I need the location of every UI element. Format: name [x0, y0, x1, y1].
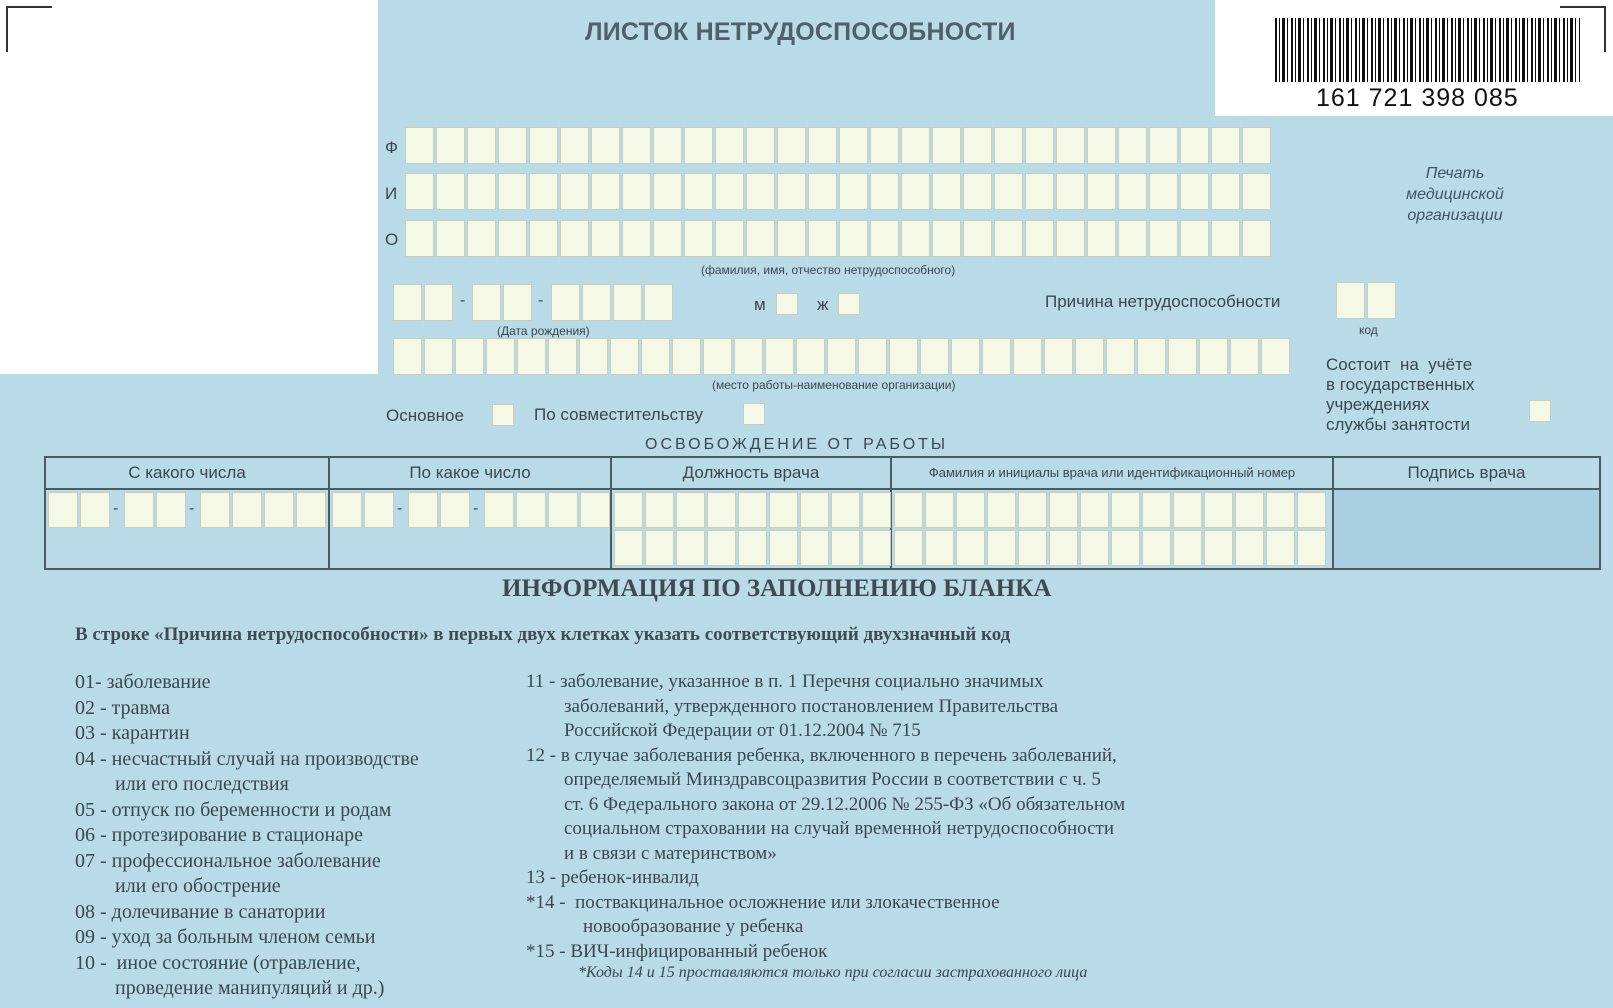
input-cell[interactable]: [703, 338, 732, 375]
input-cell[interactable]: [1211, 173, 1240, 210]
input-cell[interactable]: [1367, 282, 1396, 319]
code-caption: код: [1359, 323, 1378, 337]
input-cell[interactable]: [80, 492, 110, 528]
input-cell[interactable]: [1149, 173, 1178, 210]
input-cell[interactable]: [548, 338, 577, 375]
input-cell[interactable]: [591, 127, 620, 164]
input-cell[interactable]: [839, 220, 868, 257]
input-cell[interactable]: [48, 492, 78, 528]
input-cell[interactable]: [1080, 492, 1109, 528]
input-cell[interactable]: [870, 220, 899, 257]
release-header-signature: [1333, 457, 1600, 489]
input-cell[interactable]: [436, 173, 465, 210]
input-cell[interactable]: [1242, 173, 1271, 210]
input-cell[interactable]: [684, 127, 713, 164]
input-cell[interactable]: [839, 173, 868, 210]
input-cell[interactable]: [1025, 127, 1054, 164]
input-cell[interactable]: [1266, 530, 1295, 566]
input-cell[interactable]: [1018, 492, 1047, 528]
stamp-line: Печать: [1425, 165, 1485, 182]
birth-year-cells[interactable]: [551, 284, 675, 321]
release-signature-cell[interactable]: [1333, 489, 1600, 569]
input-cell[interactable]: [467, 173, 496, 210]
input-cell[interactable]: [889, 338, 918, 375]
birth-caption: (Дата рождения): [497, 324, 590, 338]
release-table: [44, 456, 1601, 570]
release-header-doctor: [891, 457, 1333, 489]
input-cell[interactable]: [467, 220, 496, 257]
input-cell[interactable]: [994, 127, 1023, 164]
input-cell[interactable]: [591, 173, 620, 210]
input-cell[interactable]: [963, 127, 992, 164]
input-cell[interactable]: [644, 284, 673, 321]
input-cell[interactable]: [405, 127, 434, 164]
release-position-cell[interactable]: [611, 489, 891, 569]
input-cell[interactable]: [1230, 338, 1259, 375]
workplace-caption: (место работы-наименование организации): [712, 378, 956, 392]
input-cell[interactable]: [424, 284, 453, 321]
list-item: 10 - иное состояние (отравление,: [75, 951, 361, 974]
input-cell[interactable]: [498, 220, 527, 257]
input-cell[interactable]: [1044, 338, 1073, 375]
input-cell[interactable]: [925, 530, 954, 566]
input-cell[interactable]: [862, 492, 891, 528]
input-cell[interactable]: [796, 338, 825, 375]
corner-mark-top-left: [6, 6, 52, 52]
input-cell[interactable]: [1087, 173, 1116, 210]
input-cell[interactable]: [645, 530, 674, 566]
input-cell[interactable]: [746, 220, 775, 257]
input-cell[interactable]: [1266, 492, 1295, 528]
input-cell[interactable]: [1025, 220, 1054, 257]
input-cell[interactable]: [498, 127, 527, 164]
release-title: ОСВОБОЖДЕНИЕ ОТ РАБОТЫ: [645, 436, 949, 453]
list-item: 03 - карантин: [75, 722, 190, 744]
input-cell[interactable]: [529, 173, 558, 210]
input-cell[interactable]: [1118, 173, 1147, 210]
input-cell[interactable]: [1075, 338, 1104, 375]
input-cell[interactable]: [746, 173, 775, 210]
release-from-cell[interactable]: - -: [45, 489, 329, 569]
registered-line: Состоит на учёте: [1326, 355, 1473, 374]
input-cell[interactable]: [839, 127, 868, 164]
input-cell[interactable]: [614, 492, 643, 528]
input-cell[interactable]: [951, 338, 980, 375]
input-cell[interactable]: [715, 220, 744, 257]
input-cell[interactable]: [1056, 173, 1085, 210]
input-cell[interactable]: [800, 492, 829, 528]
input-cell[interactable]: [1049, 492, 1078, 528]
input-cell[interactable]: [738, 492, 767, 528]
input-cell[interactable]: [925, 492, 954, 528]
input-cell[interactable]: [653, 127, 682, 164]
input-cell[interactable]: [653, 220, 682, 257]
list-item: ст. 6 Федерального закона от 29.12.2006 № 255-ФЗ «Об обязательном: [526, 793, 1126, 815]
release-doctor-cell[interactable]: [891, 489, 1333, 569]
column-header: Подпись врача: [1407, 463, 1526, 482]
form-title: ЛИСТОК НЕТРУДОСПОСОБНОСТИ: [585, 18, 1016, 46]
female-checkbox[interactable]: [838, 293, 860, 315]
input-cell[interactable]: [827, 338, 856, 375]
release-header-to: [329, 457, 611, 489]
input-cell[interactable]: [296, 492, 326, 528]
blank-left-area: [0, 0, 378, 374]
input-cell[interactable]: [1204, 530, 1233, 566]
input-cell[interactable]: [1180, 220, 1209, 257]
input-cell[interactable]: [393, 284, 422, 321]
input-cell[interactable]: [1018, 530, 1047, 566]
input-cell[interactable]: [1025, 173, 1054, 210]
input-cell[interactable]: [715, 173, 744, 210]
input-cell[interactable]: [1261, 338, 1290, 375]
release-to-cell[interactable]: - -: [329, 489, 611, 569]
input-cell[interactable]: [560, 220, 589, 257]
input-cell[interactable]: [424, 338, 453, 375]
input-cell[interactable]: [200, 492, 230, 528]
input-cell[interactable]: [614, 530, 643, 566]
registered-checkbox[interactable]: [1529, 400, 1551, 422]
input-cell[interactable]: [1111, 492, 1140, 528]
input-cell[interactable]: [440, 492, 470, 528]
input-cell[interactable]: [870, 127, 899, 164]
input-cell[interactable]: [1142, 492, 1171, 528]
birth-day-cells[interactable]: [393, 284, 455, 321]
input-cell[interactable]: [1087, 127, 1116, 164]
input-cell[interactable]: [1149, 220, 1178, 257]
input-cell[interactable]: [808, 220, 837, 257]
input-cell[interactable]: [676, 492, 705, 528]
input-cell[interactable]: [1204, 492, 1233, 528]
input-cell[interactable]: [548, 492, 578, 528]
input-cell[interactable]: [551, 284, 580, 321]
list-item: новообразование у ребенка: [526, 916, 804, 937]
input-cell[interactable]: [707, 492, 736, 528]
input-cell[interactable]: [894, 492, 923, 528]
input-cell[interactable]: [1242, 220, 1271, 257]
input-cell[interactable]: [707, 530, 736, 566]
reason-code-cells[interactable]: [1336, 282, 1398, 319]
input-cell[interactable]: [994, 173, 1023, 210]
name-label: И: [385, 184, 398, 203]
input-cell[interactable]: [932, 127, 961, 164]
codes-left-list: [75, 670, 419, 1002]
list-item: 12 - в случае заболевания ребенка, включенного в перечень заболеваний,: [526, 744, 1117, 766]
input-cell[interactable]: [622, 220, 651, 257]
list-item: и в связи с материнством»: [526, 842, 777, 864]
list-item: 04 - несчастный случай на производстве: [75, 747, 419, 770]
input-cell[interactable]: [579, 338, 608, 375]
input-cell[interactable]: [560, 173, 589, 210]
input-cell[interactable]: [264, 492, 294, 528]
input-cell[interactable]: [1180, 127, 1209, 164]
input-cell[interactable]: [1199, 338, 1228, 375]
patronymic-label: О: [385, 230, 399, 249]
list-item: проведение манипуляций и др.): [75, 977, 385, 999]
input-cell[interactable]: [1111, 530, 1140, 566]
input-cell[interactable]: [124, 492, 154, 528]
input-cell[interactable]: [769, 492, 798, 528]
input-cell[interactable]: [610, 338, 639, 375]
main-job-label: Основное: [386, 406, 464, 425]
input-cell[interactable]: [1149, 127, 1178, 164]
input-cell[interactable]: [1173, 492, 1202, 528]
list-item: *15 - ВИЧ-инфицированный ребенок: [526, 940, 828, 962]
footnote: *Коды 14 и 15 проставляются только при согласии застрахованного лица: [578, 964, 1088, 981]
list-item: 05 - отпуск по беременности и родам: [75, 798, 392, 821]
list-item: 13 - ребенок-инвалид: [526, 867, 699, 888]
input-cell[interactable]: [364, 492, 394, 528]
fio-caption: (фамилия, имя, отчество нетрудоспособного): [701, 263, 956, 277]
list-item: 11 - заболевание, указанное в п. 1 Перечня социально значимых: [526, 671, 1044, 692]
input-cell[interactable]: [529, 220, 558, 257]
list-item: заболеваний, утвержденного постановлением Правительства: [526, 695, 1059, 717]
input-cell[interactable]: [1118, 127, 1147, 164]
input-cell[interactable]: [963, 220, 992, 257]
stamp-line: медицинской: [1406, 186, 1504, 203]
list-item: *14 - поствакцинальное осложнение или злокачественное: [526, 891, 1000, 913]
input-cell[interactable]: [734, 338, 763, 375]
barcode: [1275, 18, 1580, 82]
input-cell[interactable]: [580, 492, 610, 528]
input-cell[interactable]: [484, 492, 514, 528]
input-cell[interactable]: [987, 492, 1016, 528]
list-item: или его последствия: [75, 773, 289, 795]
input-cell[interactable]: [516, 492, 546, 528]
surname-label: Ф: [385, 138, 398, 157]
input-cell[interactable]: [1087, 220, 1116, 257]
input-cell[interactable]: [932, 173, 961, 210]
input-cell[interactable]: [405, 220, 434, 257]
input-cell[interactable]: [862, 530, 891, 566]
input-cell[interactable]: [808, 127, 837, 164]
column-header: Фамилия и инициалы врача или идентификационный номер: [928, 465, 1296, 480]
release-header-from: [45, 457, 329, 489]
input-cell[interactable]: [405, 173, 434, 210]
input-cell[interactable]: [1173, 530, 1202, 566]
input-cell[interactable]: [1235, 530, 1264, 566]
input-cell[interactable]: [1106, 338, 1135, 375]
input-cell[interactable]: [1080, 530, 1109, 566]
reason-label: Причина нетрудоспособности: [1045, 292, 1281, 311]
list-item: определяемый Минздравсоцразвития России в соответствии с ч. 5: [526, 769, 1101, 790]
input-cell[interactable]: [1297, 492, 1326, 528]
male-checkbox[interactable]: [776, 293, 798, 315]
input-cell[interactable]: [653, 173, 682, 210]
column-header: Должность врача: [682, 463, 820, 482]
input-cell[interactable]: [769, 530, 798, 566]
workplace-cells[interactable]: [393, 338, 1292, 375]
input-cell[interactable]: [956, 492, 985, 528]
male-label: м: [754, 295, 766, 314]
registered-line: службы занятости: [1326, 415, 1471, 434]
input-cell[interactable]: [901, 173, 930, 210]
input-cell[interactable]: [738, 530, 767, 566]
registered-label: [1326, 355, 1474, 435]
input-cell[interactable]: [1180, 173, 1209, 210]
date-dash: -: [460, 292, 466, 309]
input-cell[interactable]: [472, 284, 501, 321]
parttime-label: По совместительству: [534, 405, 704, 424]
list-item: 07 - профессиональное заболевание: [75, 849, 381, 872]
input-cell[interactable]: [715, 127, 744, 164]
input-cell[interactable]: [645, 492, 674, 528]
female-label: ж: [817, 295, 829, 314]
input-cell[interactable]: [901, 220, 930, 257]
list-item: 08 - долечивание в санатории: [75, 900, 326, 923]
input-cell[interactable]: [1049, 530, 1078, 566]
birth-month-cells[interactable]: [472, 284, 534, 321]
input-cell[interactable]: [684, 173, 713, 210]
input-cell[interactable]: [932, 220, 961, 257]
registered-line: в государственных: [1326, 375, 1475, 394]
input-cell[interactable]: [963, 173, 992, 210]
list-item: 02 - травма: [75, 696, 171, 719]
input-cell[interactable]: [467, 127, 496, 164]
input-cell[interactable]: [858, 338, 887, 375]
input-cell[interactable]: [777, 173, 806, 210]
input-cell[interactable]: [672, 338, 701, 375]
input-cell[interactable]: [156, 492, 186, 528]
input-cell[interactable]: [777, 127, 806, 164]
name-cells[interactable]: [405, 173, 1273, 210]
input-cell[interactable]: [982, 338, 1011, 375]
list-item: 06 - протезирование в стационаре: [75, 824, 363, 846]
input-cell[interactable]: [1137, 338, 1166, 375]
input-cell[interactable]: [831, 492, 860, 528]
list-item: или его обострение: [75, 875, 281, 897]
info-title: ИНФОРМАЦИЯ ПО ЗАПОЛНЕНИЮ БЛАНКА: [502, 575, 1052, 602]
list-item: 01- заболевание: [75, 671, 211, 693]
input-cell[interactable]: [529, 127, 558, 164]
patronymic-cells[interactable]: [405, 220, 1273, 257]
list-item: социальном страховании на случай временной нетрудоспособности: [526, 818, 1115, 839]
input-cell[interactable]: [676, 530, 705, 566]
input-cell[interactable]: [1297, 530, 1326, 566]
input-cell[interactable]: [486, 338, 515, 375]
list-item: Российской Федерации от 01.12.2004 № 715: [526, 720, 921, 741]
input-cell[interactable]: [1013, 338, 1042, 375]
codes-right-list: [526, 670, 1125, 964]
input-cell[interactable]: [591, 220, 620, 257]
input-cell[interactable]: [831, 530, 860, 566]
input-cell[interactable]: [622, 127, 651, 164]
stamp-line: организации: [1407, 207, 1503, 224]
input-cell[interactable]: [641, 338, 670, 375]
input-cell[interactable]: [582, 284, 611, 321]
input-cell[interactable]: [808, 173, 837, 210]
input-cell[interactable]: [1118, 220, 1147, 257]
input-cell[interactable]: [1056, 220, 1085, 257]
input-cell[interactable]: [1142, 530, 1171, 566]
input-cell[interactable]: [901, 127, 930, 164]
input-cell[interactable]: [870, 173, 899, 210]
input-cell[interactable]: [684, 220, 713, 257]
input-cell[interactable]: [1211, 127, 1240, 164]
input-cell[interactable]: [1336, 282, 1365, 319]
input-cell[interactable]: [232, 492, 262, 528]
list-item: 09 - уход за больным членом семьи: [75, 926, 376, 948]
input-cell[interactable]: [498, 173, 527, 210]
input-cell[interactable]: [746, 127, 775, 164]
registered-line: учреждениях: [1326, 395, 1430, 414]
input-cell[interactable]: [622, 173, 651, 210]
input-cell[interactable]: [408, 492, 438, 528]
input-cell[interactable]: [1168, 338, 1197, 375]
input-cell[interactable]: [332, 492, 362, 528]
date-dash: -: [538, 292, 544, 309]
input-cell[interactable]: [987, 530, 1016, 566]
input-cell[interactable]: [777, 220, 806, 257]
input-cell[interactable]: [894, 530, 923, 566]
input-cell[interactable]: [393, 338, 422, 375]
stamp-label: [1370, 163, 1540, 226]
input-cell[interactable]: [517, 338, 546, 375]
input-cell[interactable]: [455, 338, 484, 375]
input-cell[interactable]: [956, 530, 985, 566]
parttime-checkbox[interactable]: [743, 403, 765, 425]
release-header-position: [611, 457, 891, 489]
main-job-checkbox[interactable]: [492, 404, 514, 426]
input-cell[interactable]: [920, 338, 949, 375]
input-cell[interactable]: [436, 127, 465, 164]
input-cell[interactable]: [436, 220, 465, 257]
input-cell[interactable]: [800, 530, 829, 566]
input-cell[interactable]: [1211, 220, 1240, 257]
input-cell[interactable]: [1056, 127, 1085, 164]
input-cell[interactable]: [1242, 127, 1271, 164]
input-cell[interactable]: [560, 127, 589, 164]
input-cell[interactable]: [613, 284, 642, 321]
column-header: С какого числа: [128, 463, 246, 482]
input-cell[interactable]: [765, 338, 794, 375]
input-cell[interactable]: [994, 220, 1023, 257]
column-header: По какое число: [409, 463, 531, 482]
info-subtitle: В строке «Причина нетрудоспособности» в первых двух клетках указать соответствующий двухзначный код: [75, 624, 1011, 645]
surname-cells[interactable]: [405, 127, 1273, 164]
barcode-number: 161 721 398 085: [1316, 84, 1519, 112]
input-cell[interactable]: [1235, 492, 1264, 528]
input-cell[interactable]: [503, 284, 532, 321]
